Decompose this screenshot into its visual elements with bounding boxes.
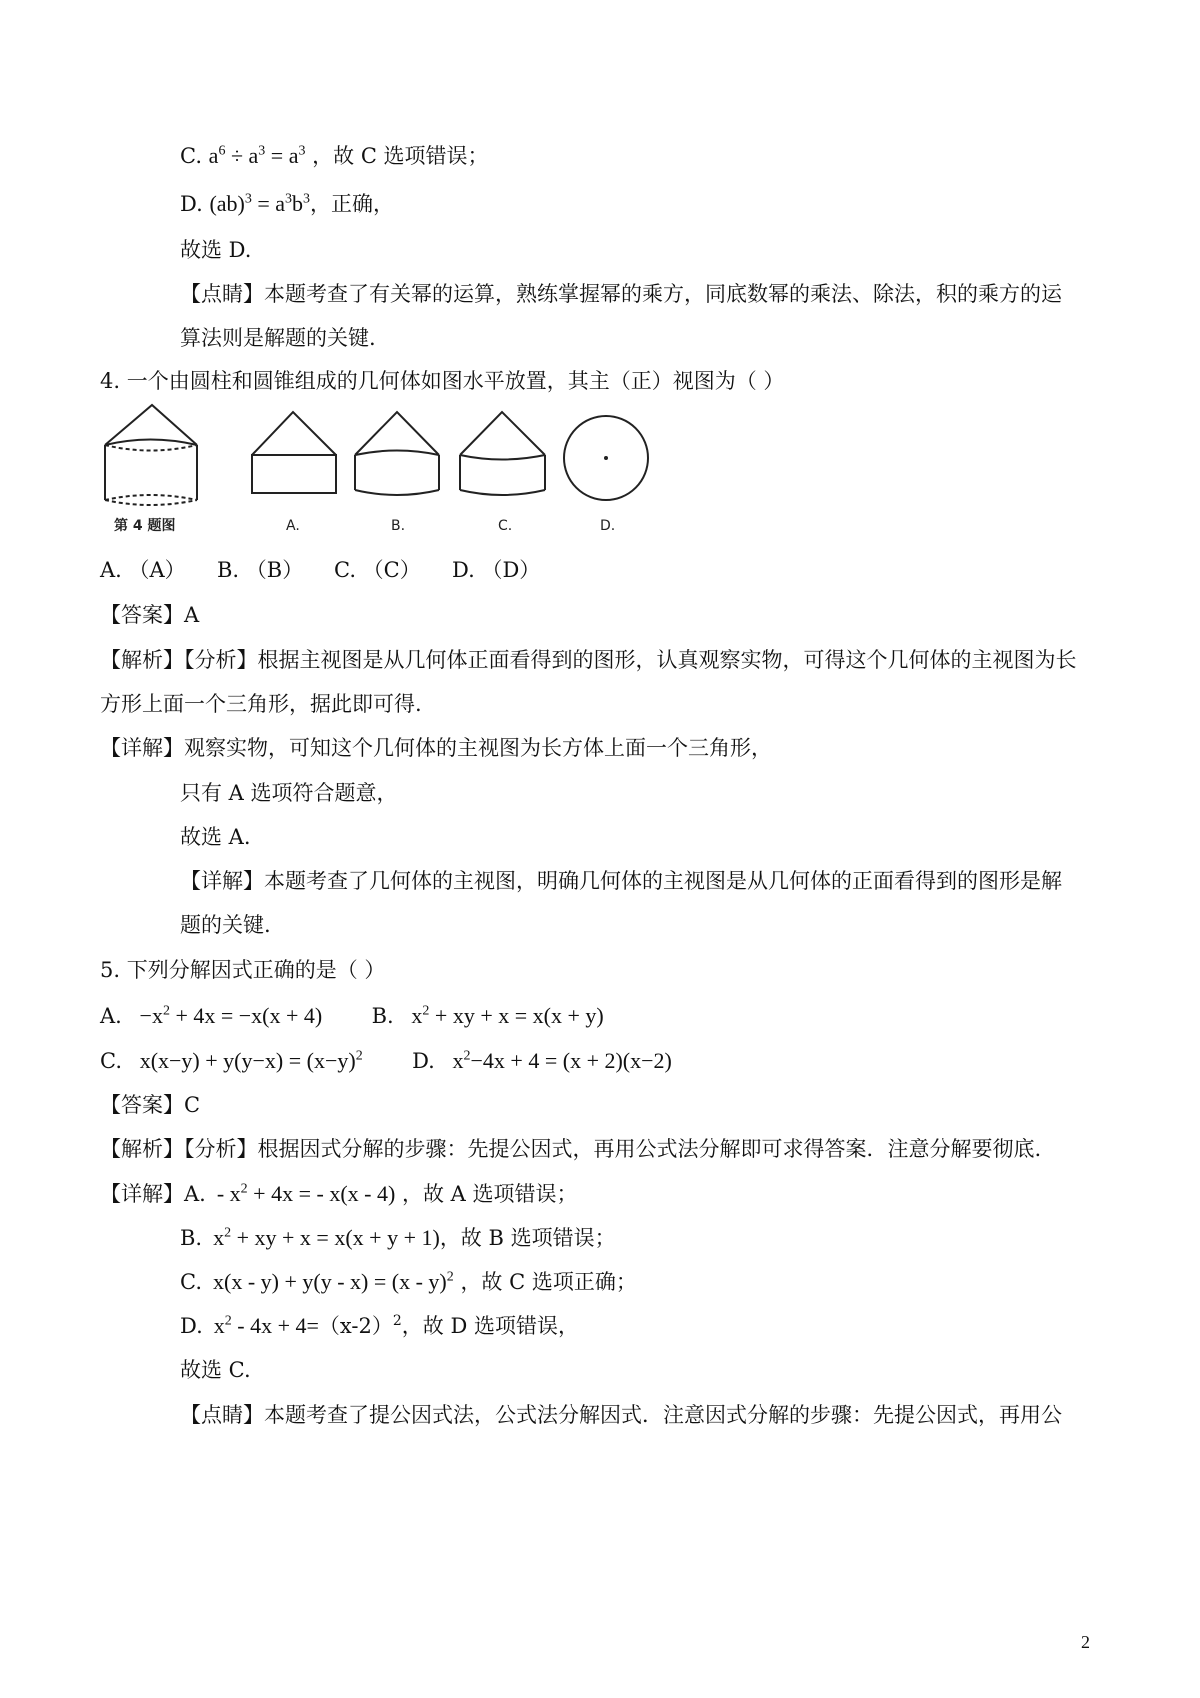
note-line-2: 算法则是解题的关键. (180, 326, 376, 350)
question-4-stem: 4. 一个由圆柱和圆锥组成的几何体如图水平放置，其主（正）视图为（ ） (100, 369, 785, 393)
math-expression: - $x^2 + 4x$ = - x(x - 4) (205, 1181, 396, 1206)
q5-options-row-2 (100, 1047, 672, 1075)
option-b-label: B. (391, 518, 406, 534)
q5-detail-d-text: ，故 D 选项错误， (401, 1314, 579, 1338)
q5-note: 【点睛】本题考查了提公因式法，公式法分解因式．注意因式分解的步骤：先提公因式，再用公 (180, 1403, 1062, 1427)
q5-option-d-label: D. (412, 1049, 435, 1073)
item-c-text: ，故 C 选项错误； (312, 144, 489, 168)
math-expression: $x^2-4x + 4 = (x + 2)(x-2)$ (441, 1048, 672, 1073)
q5-analysis: 【解析】【分析】根据因式分解的步骤：先提公因式，再用公式法分解即可求得答案．注意分解要彻底. (100, 1137, 1042, 1161)
item-c-prefix: C. (180, 144, 209, 168)
figure-caption: 第 4 题图 (114, 518, 176, 534)
q5-detail-d: D. $x^2 - 4x + 4=(x-2)^2$，故 D 选项错误， (180, 1313, 579, 1338)
q5-choose: 故选 C. (180, 1358, 251, 1382)
math-expression: $(ab)^3 = a^3b^3$ (209, 191, 311, 216)
q5-detail-a-text: ，故 A 选项错误； (401, 1182, 578, 1206)
q5-option-b-label: B. (371, 1004, 394, 1028)
math-expression: $x^2$ + xy + x = x(x + y + 1) (202, 1225, 440, 1250)
option-a-label: A. (286, 518, 300, 534)
q4-option-d: D. （D） (452, 558, 541, 582)
solid-cylinder-cone-drawing (105, 405, 197, 505)
choose-d: 故选 D. (180, 238, 252, 262)
q5-options-row-1 (100, 1002, 604, 1030)
q5-detail-c (180, 1268, 637, 1296)
q5-detail-c-prefix: C. (180, 1270, 202, 1294)
item-c-line (180, 142, 489, 170)
q5-detail-a-prefix: 【详解】A. (100, 1182, 206, 1206)
option-a-drawing (252, 412, 336, 493)
q5-answer: 【答案】C (100, 1093, 201, 1117)
question-4-figure (100, 400, 660, 550)
q4-note-1: 【详解】本题考查了几何体的主视图，明确几何体的主视图是从几何体的正面看得到的图形是解 (180, 869, 1062, 893)
item-d-line (180, 190, 394, 218)
q4-note-2: 题的关键. (180, 913, 271, 937)
q4-analysis-2: 方形上面一个三角形，据此即可得. (100, 692, 422, 716)
center-dot (604, 456, 608, 460)
q5-detail-b (180, 1224, 616, 1252)
note-line-1: 【点睛】本题考查了有关幂的运算，熟练掌握幂的乘方，同底数幂的乘法、除法，积的乘方的运 (180, 282, 1062, 306)
q5-detail-d-prefix: D. (180, 1314, 203, 1338)
math-expression: $x(x-y) + y(y-x) = (x-y)^2$ (128, 1048, 363, 1073)
q4-detail-3: 故选 A. (180, 825, 251, 849)
option-c-drawing (460, 412, 545, 495)
math-expression: $x^2$ + xy + x = x(x + y) (400, 1003, 604, 1028)
q4-option-a: A. （A） (100, 558, 186, 582)
math-expression: $x^2 - 4x + 4=$ (202, 1313, 319, 1338)
q4-option-b: B. （B） (217, 558, 304, 582)
item-d-text: ，正确， (310, 192, 395, 216)
q5-detail-b-text: ，故 B 选项错误； (439, 1226, 616, 1250)
q4-detail-1: 【详解】观察实物，可知这个几何体的主视图为长方体上面一个三角形， (100, 736, 772, 760)
q4-answer: 【答案】A (100, 603, 200, 627)
option-b-drawing (355, 412, 439, 495)
q4-analysis-1: 【解析】【分析】根据主视图是从几何体正面看得到的图形，认真观察实物，可得这个几何体的主视图为长 (100, 648, 1077, 672)
option-d-label: D. (600, 518, 616, 534)
math-expression: $-x^2 + 4x = -x(x + 4)$ (128, 1003, 323, 1028)
question-5-stem: 5. 下列分解因式正确的是（ ） (100, 958, 386, 982)
q5-detail-c-text: ，故 C 选项正确； (460, 1270, 637, 1294)
math-expression: x(x - y) + y(y - x) = (x - y)$^2$ (202, 1269, 454, 1294)
q5-option-a-label: A. (100, 1004, 122, 1028)
q4-option-c: C. （C） (334, 558, 421, 582)
q4-detail-2: 只有 A 选项符合题意， (180, 781, 398, 805)
q5-detail-b-prefix: B. (180, 1226, 203, 1250)
option-c-label: C. (498, 518, 513, 534)
page-number: 2 (1081, 1632, 1090, 1652)
math-expression: $a^6 \div a^3 = a^3$ (208, 143, 306, 168)
q5-detail-a (100, 1180, 578, 1208)
q5-option-c-label: C. (100, 1049, 122, 1073)
item-d-prefix: D. (180, 192, 210, 216)
q5-detail-d-mid: （x-2） (318, 1314, 393, 1338)
